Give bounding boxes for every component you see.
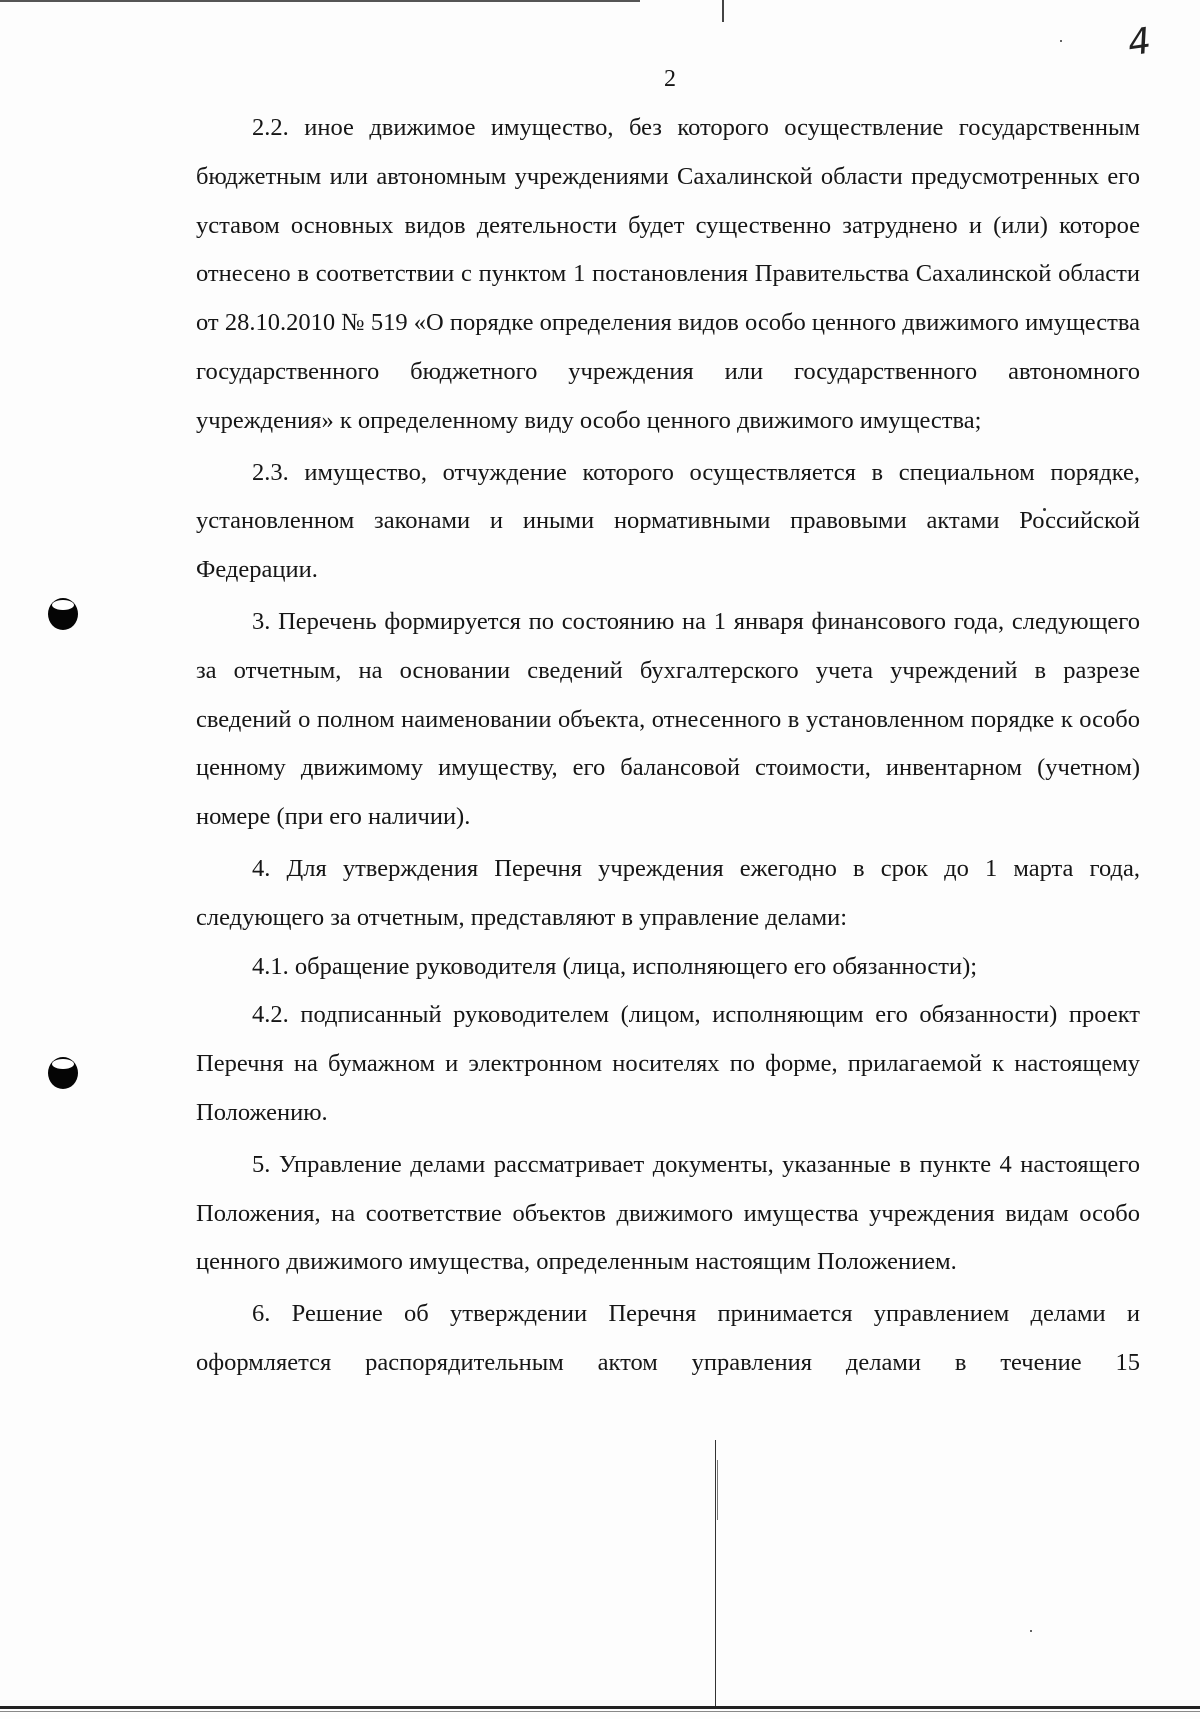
scan-top-rule xyxy=(0,0,640,2)
punch-hole-icon xyxy=(48,598,78,630)
paragraph-4-1: 4.1. обращение руководителя (лица, исполняющего его обязанности); xyxy=(252,952,978,980)
paragraph-3: 3. Перечень формируется по состоянию на 1 января финансового года, следующего за отчетным, на основании сведений бухгалтерского учета учреждений в разрезе сведений о полном наименовании объекта, отнесенного в установленном порядке к особо ценному движимому имуществу, его балансовой стоимости, инвентарном (учетном) номере (при его наличии). xyxy=(196,607,1140,831)
paragraph-2-3: 2.3. имущество, отчуждение которого осуществляется в специальном порядке, установленном законами и иными нормативными правовыми актами Российской Федерации. xyxy=(196,458,1140,584)
scan-bottom-rule-secondary xyxy=(0,1711,1200,1712)
document-body xyxy=(196,104,1140,1388)
paragraph-6: 6. Решение об утверждении Перечня принимается управлением делами и оформляется распорядительным актом управления делами в течение 15 xyxy=(196,1300,1140,1376)
paragraph-4-2: 4.2. подписанный руководителем (лицом, исполняющим его обязанности) проект Перечня на бумажном и электронном носителях по форме, прилагаемой к настоящему Положению. xyxy=(196,1001,1140,1126)
paragraph-5: 5. Управление делами рассматривает документы, указанные в пункте 4 настоящего Положения, на соответствие объектов движимого имущества учреждения видам особо ценного движимого имущества, определенным настоящим Положением. xyxy=(196,1150,1140,1276)
punch-hole-icon xyxy=(48,1057,78,1089)
scan-top-tick xyxy=(722,0,724,22)
scan-speck xyxy=(1060,40,1062,42)
scan-speck xyxy=(1030,1630,1032,1632)
scan-bottom-rule xyxy=(0,1706,1200,1709)
scan-vertical-line xyxy=(715,1440,716,1706)
paragraph-2-2: 2.2. иное движимое имущество, без которого осуществление государственным бюджетным или автономным учреждениями Сахалинской области предусмотренных его уставом основных видов деятельности будет существенно затруднено и (или) которое отнесено в соответствии с пунктом 1 постановления Правительства Сахалинской области от 28.10.2010 № 519 «О порядке определения видов особо ценного движимого имущества государственного бюджетного учреждения или государственного автономного учреждения» к определенному виду особо ценного движимого имущества; xyxy=(196,114,1140,434)
page-number: 2 xyxy=(664,66,676,92)
handwritten-page-mark: 4 xyxy=(1125,20,1154,65)
paragraph-4: 4. Для утверждения Перечня учреждения ежегодно в срок до 1 марта года, следующего за отчетным, представляют в управление делами: xyxy=(196,854,1140,931)
scan-vertical-line-secondary xyxy=(717,1460,718,1520)
